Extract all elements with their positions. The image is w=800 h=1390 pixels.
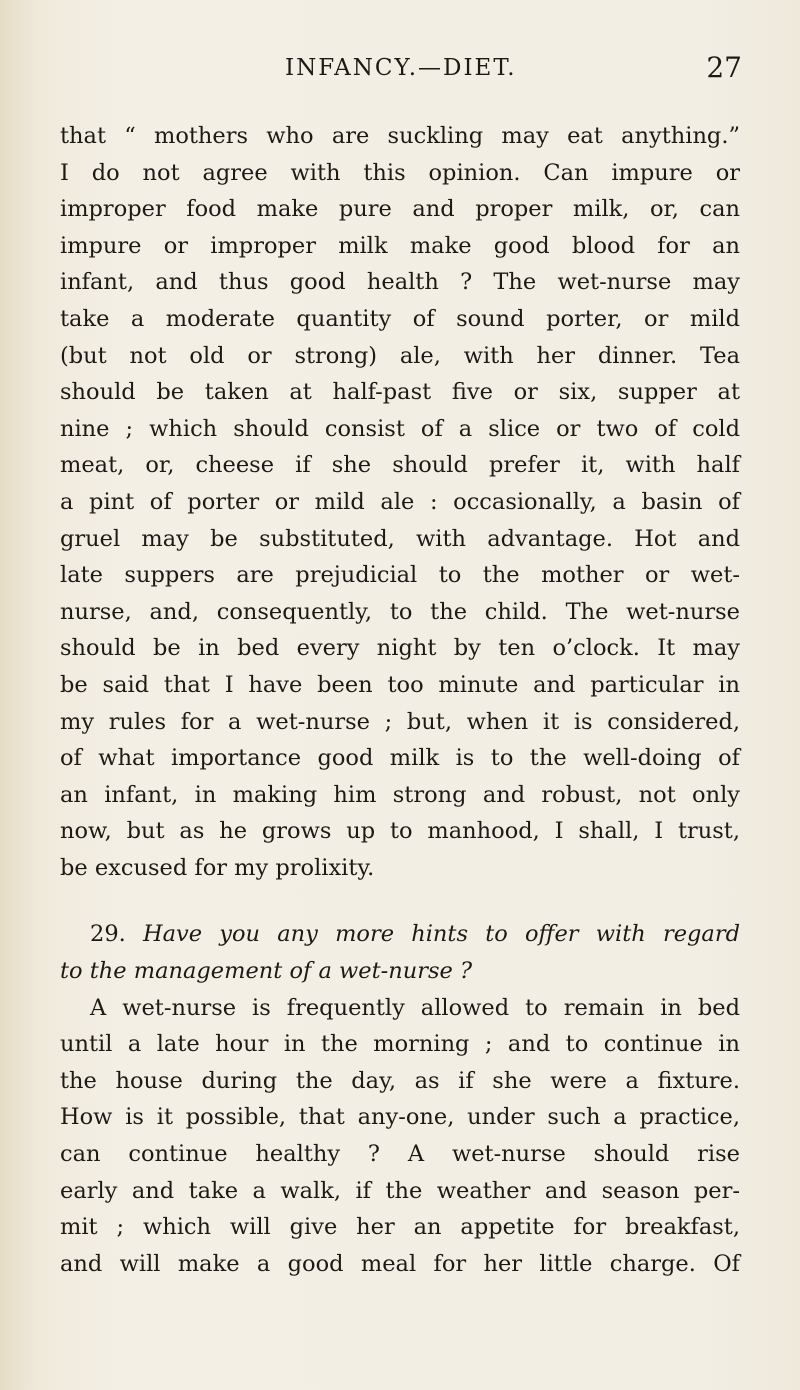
text-line: impure or improper milk make good blood for an — [60, 232, 740, 259]
text-line: improper food make pure and proper milk, or, can — [60, 196, 740, 223]
text-line: now, but as he grows up to manhood, I shall, I trust, — [60, 818, 740, 845]
text-line: early and take a walk, if the weather and season per- — [60, 1177, 740, 1204]
text-line: an infant, in making him strong and robust, not only — [60, 781, 740, 808]
paragraph-diet — [60, 118, 740, 886]
text-line: until a late hour in the morning ; and to continue in — [60, 1031, 740, 1058]
text-line: nine ; which should consist of a slice or two of cold — [60, 415, 740, 442]
text-line: be said that I have been too minute and particular in — [60, 671, 740, 698]
running-head — [0, 50, 800, 86]
text-line: should be taken at half-past five or six, supper at — [60, 379, 740, 406]
text-line: should be in bed every night by ten o’clock. It may — [60, 635, 740, 662]
running-title: INFANCY.—DIET. — [285, 55, 517, 81]
paragraph-gap — [60, 886, 740, 916]
text-line: meat, or, cheese if she should prefer it, with half — [60, 452, 740, 479]
text-line: take a moderate quantity of sound porter, or mild — [60, 305, 740, 332]
text-line: A wet-nurse is frequently allowed to remain in bed — [90, 994, 740, 1021]
text-line: a pint of porter or mild ale : occasionally, a basin of — [60, 488, 740, 515]
text-line: late suppers are prejudicial to the mother or wet- — [60, 562, 740, 589]
text-line: be excused for my prolixity. — [60, 854, 375, 881]
text-line: How is it possible, that any-one, under such a practice, — [60, 1104, 740, 1131]
question-line: to the management of a wet-nurse ? — [60, 958, 473, 985]
body-text — [60, 118, 740, 1282]
text-line: that “ mothers who are suckling may eat anything.” — [60, 123, 740, 149]
question-heading — [60, 916, 740, 989]
text-line: of what importance good milk is to the well-doing of — [60, 745, 740, 772]
text-line: (but not old or strong) ale, with her dinner. Tea — [60, 342, 740, 369]
text-line: my rules for a wet-nurse ; but, when it is considered, — [60, 708, 740, 735]
question-line — [60, 916, 740, 953]
question-number: 29. — [90, 921, 126, 948]
text-line: infant, and thus good health ? The wet-nurse may — [60, 269, 740, 296]
question-text: Have you any more hints to offer with regard — [143, 921, 741, 948]
text-line: mit ; which will give her an appetite for breakfast, — [60, 1214, 740, 1241]
text-line: can continue healthy ? A wet-nurse should rise — [60, 1141, 740, 1168]
text-line: I do not agree with this opinion. Can impure or — [60, 159, 740, 186]
text-line: gruel may be substituted, with advantage. Hot and — [60, 525, 740, 552]
text-line: nurse, and, consequently, to the child. The wet-nurse — [60, 598, 740, 625]
text-line: the house during the day, as if she were a fixture. — [60, 1067, 740, 1094]
page-number: 27 — [706, 51, 742, 84]
text-line: and will make a good meal for her little charge. Of — [60, 1250, 740, 1277]
paragraph-answer — [60, 990, 740, 1283]
